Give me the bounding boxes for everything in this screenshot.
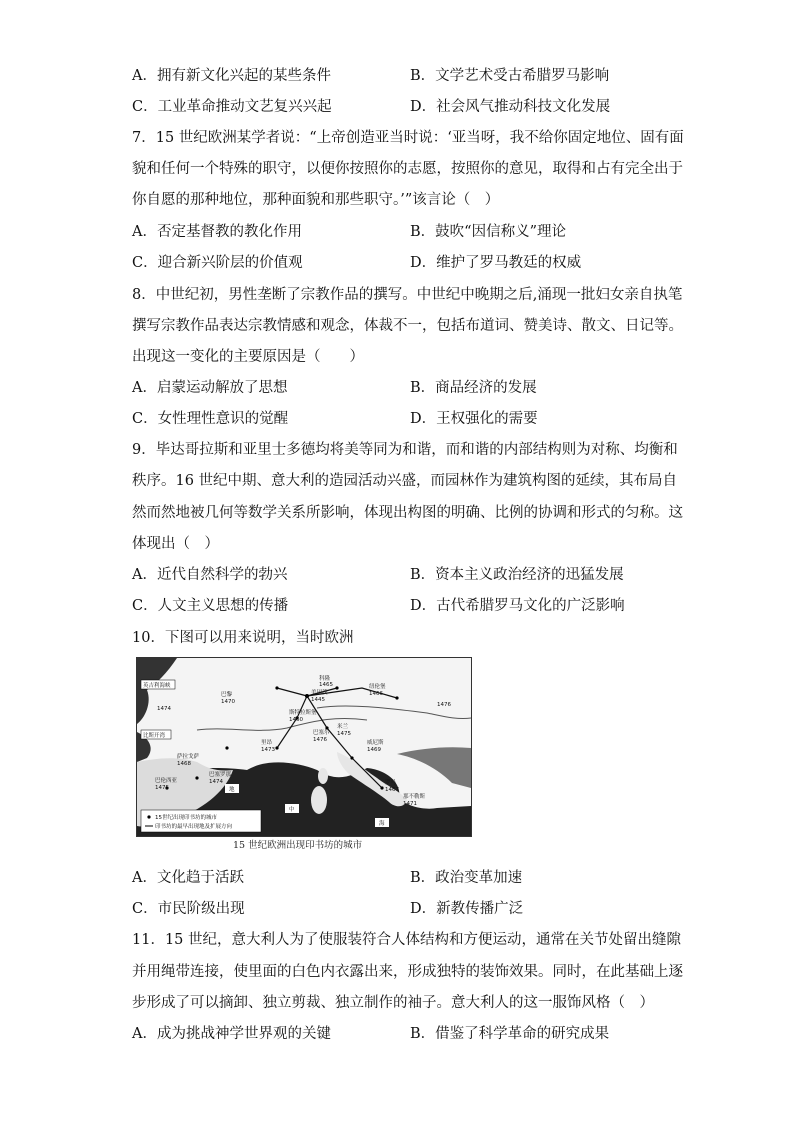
map-year-label: 1476 xyxy=(313,737,327,743)
q9-option-c: C．人文主义思想的传播 xyxy=(132,598,289,614)
q11-option-b: B．借鉴了科学革命的研究成果 xyxy=(410,1026,610,1042)
map-label-biscay: 比斯开湾 xyxy=(143,733,166,739)
sea-label-1: 地 xyxy=(229,787,235,793)
map-city-label: 米兰 xyxy=(337,724,349,730)
q9-stem-line-1: 9．毕达哥拉斯和亚里士多德均将美等同为和谐，而和谐的内部结构则为对称、均衡和 xyxy=(132,442,678,458)
sardinia-island xyxy=(311,786,327,814)
q9-stem-line-2: 秩序。16 世纪中期、意大利的造园活动兴盛，而园林作为建筑构图的延续，其布局自 xyxy=(132,473,678,489)
map-city-label: 威尼斯 xyxy=(367,740,384,746)
city-dot xyxy=(225,746,228,749)
map-year-label: 1445 xyxy=(311,697,325,703)
map-year-label: 1476 xyxy=(437,702,451,708)
q8-option-c: C．女性理性意识的觉醒 xyxy=(132,411,289,427)
q10-option-c: C．市民阶级出现 xyxy=(132,901,245,917)
q8-option-d: D．王权强化的需要 xyxy=(410,411,538,427)
map-city-label: 里昂 xyxy=(261,740,273,746)
q8-stem-line-1: 8．中世纪初，男性垄断了宗教作品的撰写。中世纪中晚期之后,涌现一批妇女亲自执笔 xyxy=(132,287,683,303)
legend-label-2: 印书坊的最早出现地及扩展方向 xyxy=(155,824,233,830)
sea-label-2: 中 xyxy=(289,807,295,813)
q7-option-d: D．维护了罗马教廷的权威 xyxy=(410,255,582,271)
q11-stem-line-2: 并用绳带连接，使里面的白色内衣露出来，形成独特的装饰效果。同时，在此基础上逐 xyxy=(132,964,683,980)
sea-label-3: 海 xyxy=(379,821,385,827)
legend-label-1: 15世纪出现印书坊的城市 xyxy=(155,815,217,821)
q11-stem-line-1: 11．15 世纪，意大利人为了使服装符合人体结构和方便运动，通常在关节处留出缝隙 xyxy=(132,932,682,948)
q6-option-a: A．拥有新文化兴起的某些条件 xyxy=(132,68,331,84)
map-year-label: 1465 xyxy=(319,682,333,688)
city-dot xyxy=(275,746,278,749)
balkan-region xyxy=(397,747,471,788)
q10-option-b: B．政治变革加速 xyxy=(410,870,523,886)
corsica-island xyxy=(318,768,328,784)
q7-stem-line-3: 你自愿的那种地位，那种面貌和那些职守。’”该言论（ ） xyxy=(132,192,500,208)
city-dot xyxy=(195,776,198,779)
q11-stem-line-3: 步形成了可以摘卸、独立剪裁、独立制作的袖子。意大利人的这一服饰风格（ ） xyxy=(132,995,654,1011)
q9-option-d: D．古代希腊罗马文化的广泛影响 xyxy=(410,598,625,614)
map-caption: 15 世纪欧洲出现印书坊的城市 xyxy=(233,840,363,851)
q7-option-c: C．迎合新兴阶层的价值观 xyxy=(132,255,303,271)
map-year-label: 1469 xyxy=(367,747,381,753)
map-city-label: 巴伦西亚 xyxy=(155,778,178,784)
city-dot xyxy=(275,686,278,689)
legend-dot-icon xyxy=(147,815,150,818)
map-city-label: 罗马 xyxy=(385,780,397,786)
map-city-label: 科隆 xyxy=(319,676,331,682)
map-year-label: 1474 xyxy=(209,779,223,785)
map-city-label: 萨拉戈萨 xyxy=(177,754,200,760)
city-dot xyxy=(395,696,398,699)
map-year-label: 1471 xyxy=(403,801,417,807)
map-year-label: 1470 xyxy=(221,699,235,705)
map-city-label: 纽伦堡 xyxy=(369,684,386,690)
q7-option-b: B．鼓吹“因信称义”理论 xyxy=(410,224,566,240)
map-city-label: 巴黎 xyxy=(221,692,233,698)
city-dot xyxy=(350,756,353,759)
map-city-label: 巴塞罗那 xyxy=(209,772,232,778)
q9-stem-line-4: 体现出（ ） xyxy=(132,536,219,552)
q9-stem-line-3: 然而然地被几何等数学关系所影响，体现出构图的明确、比例的协调和形式的匀称。这 xyxy=(132,505,683,521)
q8-stem-line-2: 撰写宗教作品表达宗教情感和观念，体裁不一，包括布道词、赞美诗、散文、日记等。 xyxy=(132,318,683,334)
q7-option-a: A．否定基督教的教化作用 xyxy=(132,224,302,240)
city-dot xyxy=(380,786,383,789)
map-year-label: 1475 xyxy=(337,731,351,737)
q6-option-c: C．工业革命推动文艺复兴兴起 xyxy=(132,99,332,115)
q8-option-a: A．启蒙运动解放了思想 xyxy=(132,380,288,396)
map-svg xyxy=(137,658,471,836)
q11-option-a: A．成为挑战神学世界观的关键 xyxy=(132,1026,331,1042)
map-year-label: 1475 xyxy=(155,785,169,791)
map-year-label: 1468 xyxy=(177,761,191,767)
map-year-label: 1460 xyxy=(289,717,303,723)
q7-stem-line-2: 貌和任何一个特殊的职守，以便你按照你的志愿，按照你的意见，取得和占有完全出于 xyxy=(132,161,683,177)
q8-stem-line-3: 出现这一变化的主要原因是（ ） xyxy=(132,349,364,365)
map-year-label: 1466 xyxy=(369,691,383,697)
map-city-label: 美因茨 xyxy=(311,690,328,696)
map-label-channel: 英吉利海峡 xyxy=(143,683,171,689)
spread-arrow-1 xyxy=(277,688,307,696)
q9-option-b: B．资本主义政治经济的迅猛发展 xyxy=(410,567,624,583)
map-year-label: 1474 xyxy=(157,706,171,712)
city-dot xyxy=(335,686,338,689)
q9-option-a: A．近代自然科学的勃兴 xyxy=(132,567,288,583)
q7-stem-line-1: 7．15 世纪欧洲某学者说：“上帝创造亚当时说：‘亚当呀，我不给你固定地位、固有面 xyxy=(132,130,684,146)
q10-option-a: A．文化趋于活跃 xyxy=(132,870,244,886)
atlantic-north xyxy=(137,658,177,724)
q10-stem: 10．下图可以用来说明，当时欧洲 xyxy=(132,630,354,646)
q6-option-d: D．社会风气推动科技文化发展 xyxy=(410,99,611,115)
map-city-label: 巴塞尔 xyxy=(313,730,330,736)
map-city-label: 那不勒斯 xyxy=(403,794,426,800)
printing-map-figure xyxy=(136,657,472,837)
q8-option-b: B．商品经济的发展 xyxy=(410,380,537,396)
map-year-label: 1467 xyxy=(385,787,399,793)
city-dot-origin xyxy=(305,694,309,698)
q6-option-b: B．文学艺术受古希腊罗马影响 xyxy=(410,68,610,84)
map-year-label: 1473 xyxy=(261,747,275,753)
q10-option-d: D．新教传播广泛 xyxy=(410,901,524,917)
map-city-label: 斯特拉斯堡 xyxy=(289,710,317,716)
